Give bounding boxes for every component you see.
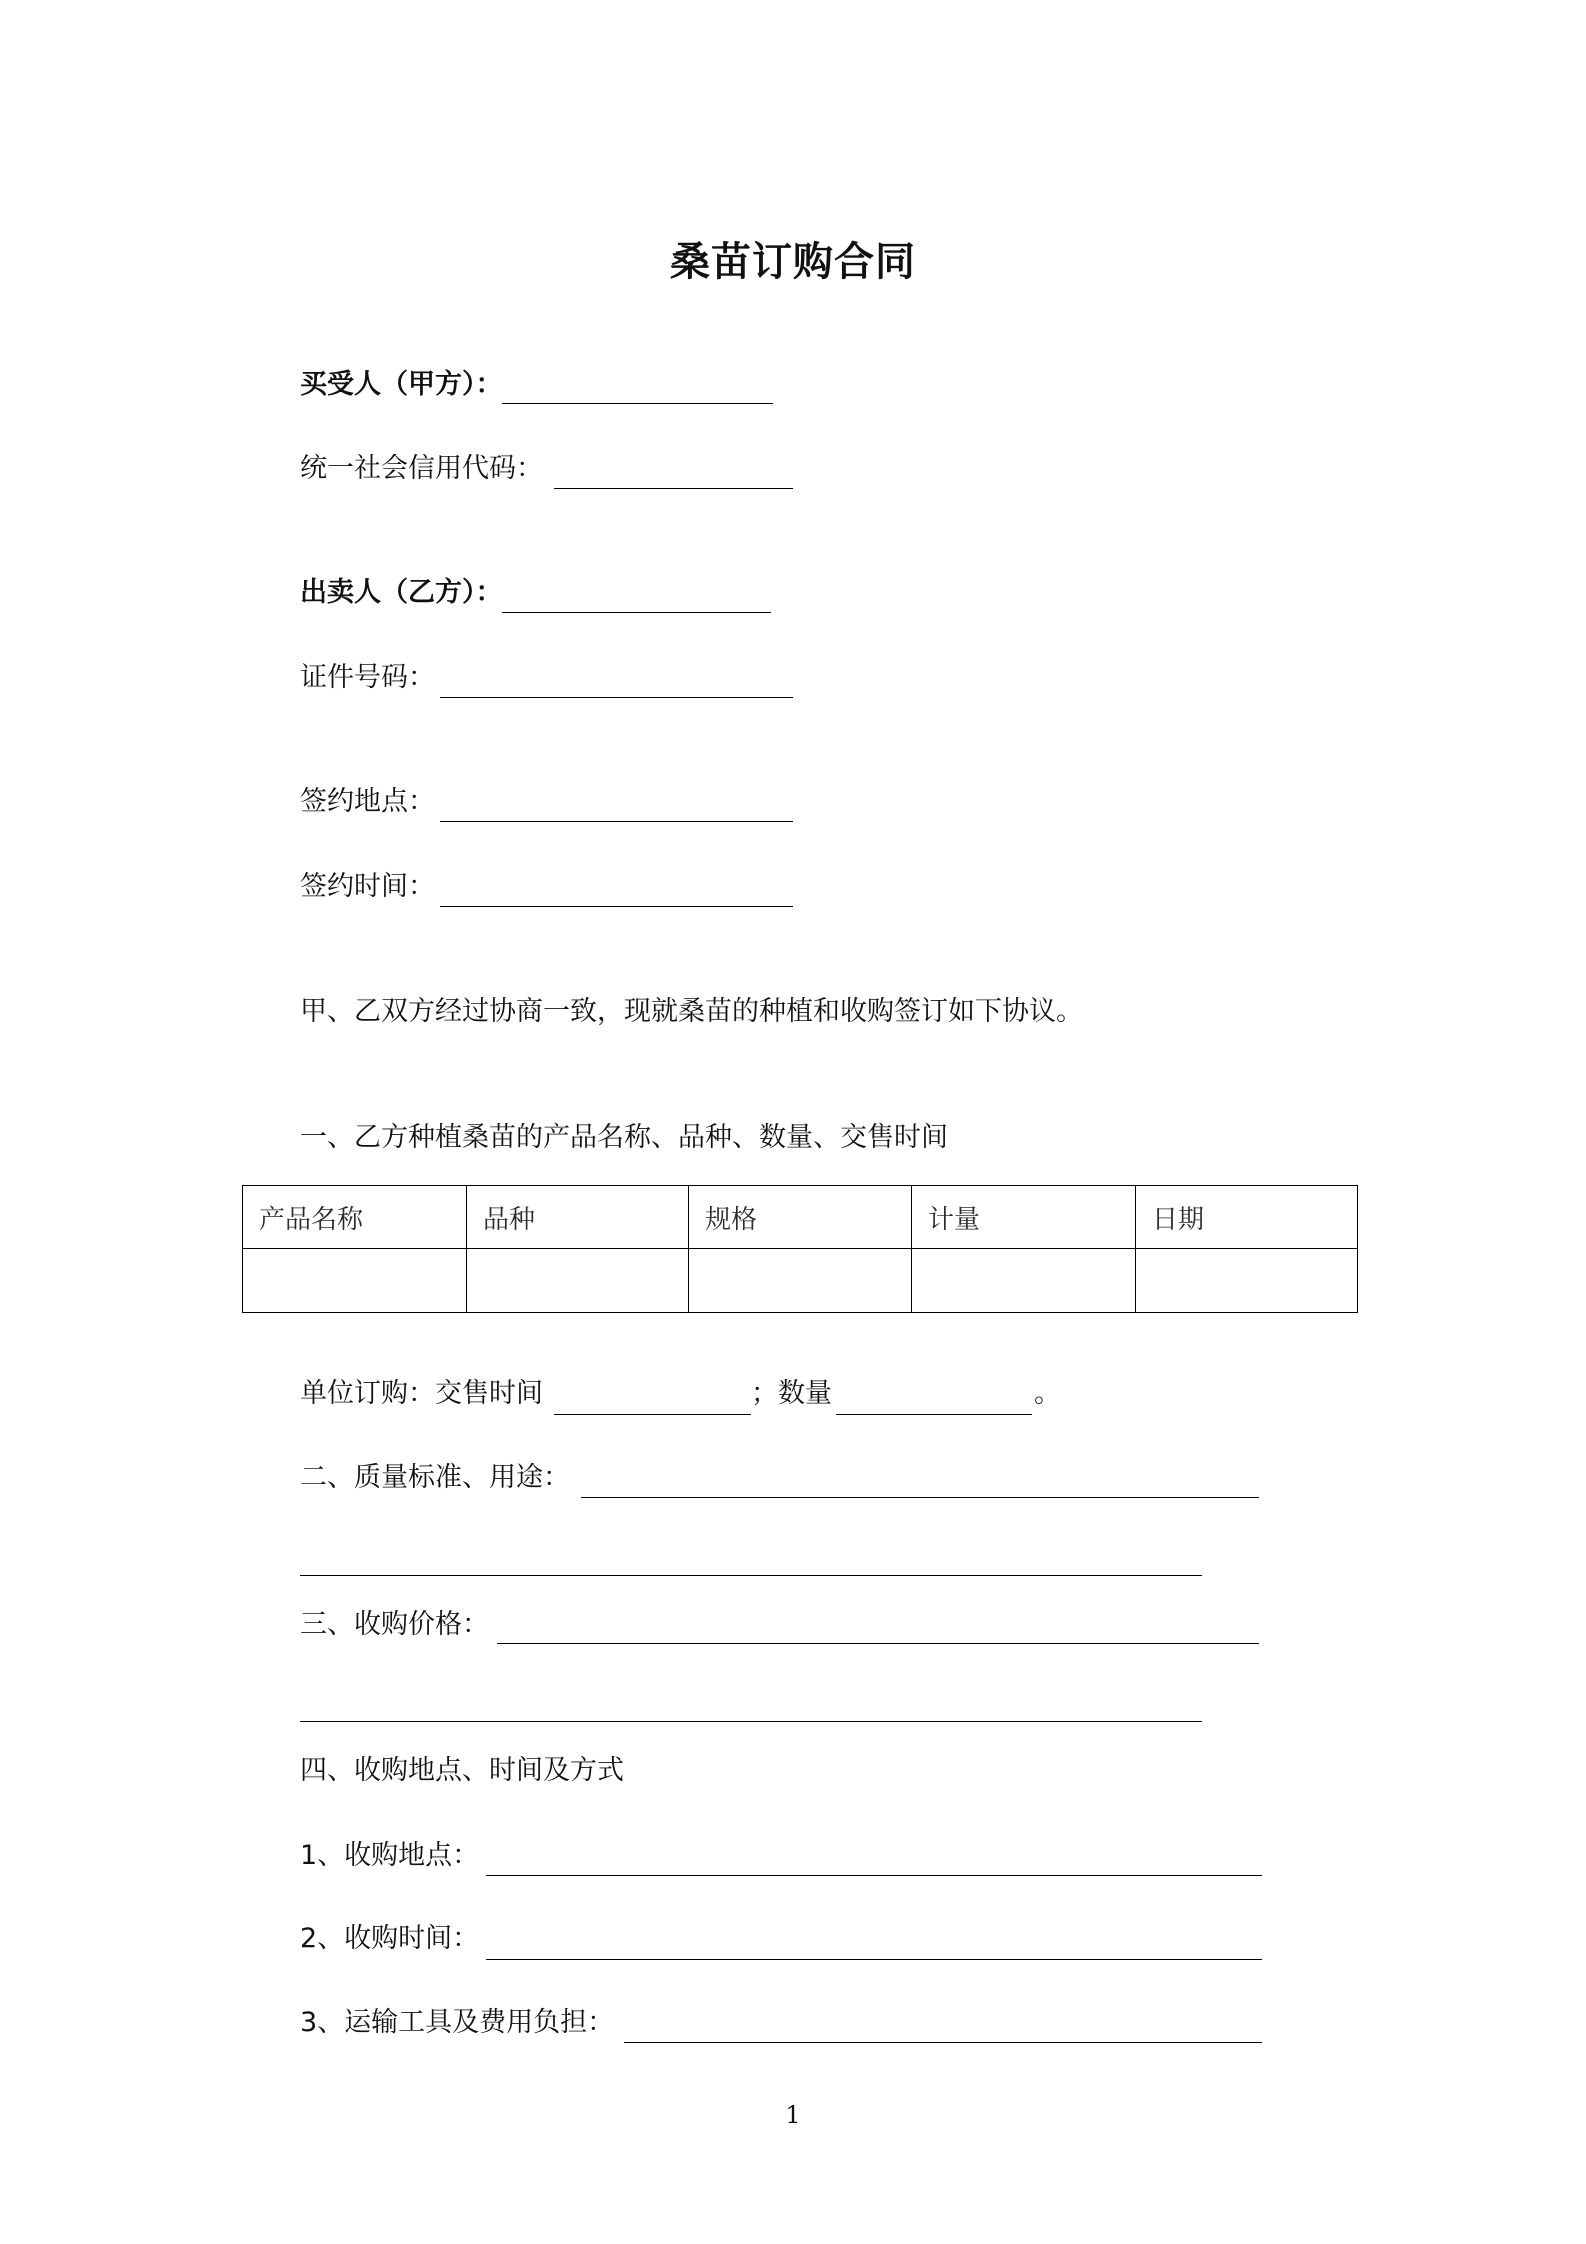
transport-cost-blank-line <box>624 2042 1262 2043</box>
id-number-blank-line <box>440 697 793 698</box>
quantity-label: ；数量 <box>751 1378 832 1409</box>
table-row <box>243 1249 1358 1313</box>
purchase-place-blank-line <box>486 1875 1262 1876</box>
table-cell <box>912 1249 1136 1313</box>
table-header-specification: 规格 <box>689 1186 912 1249</box>
section4-heading: 四、收购地点、时间及方式 <box>300 1755 624 1786</box>
table-header-variety: 品种 <box>467 1186 689 1249</box>
table-header-row <box>243 1186 1358 1249</box>
table-cell <box>689 1249 912 1313</box>
purchase-place-label: 1、收购地点： <box>300 1840 480 1871</box>
credit-code-label: 统一社会信用代码： <box>300 453 543 484</box>
signing-place-blank-line <box>440 821 793 822</box>
buyer-blank-line <box>502 403 773 404</box>
price-blank-line-2 <box>300 1721 1202 1722</box>
table-header-measure: 计量 <box>912 1186 1136 1249</box>
product-table <box>242 1185 1358 1313</box>
signing-time-blank-line <box>440 906 793 907</box>
table-header-date: 日期 <box>1136 1186 1358 1249</box>
table-cell <box>243 1249 467 1313</box>
section3-heading: 三、收购价格： <box>300 1609 489 1640</box>
quantity-blank-line <box>836 1414 1032 1415</box>
section2-heading: 二、质量标准、用途： <box>300 1462 570 1493</box>
document-title: 桑苗订购合同 <box>670 239 916 285</box>
table-cell <box>1136 1249 1358 1313</box>
section1-heading: 一、乙方种植桑苗的产品名称、品种、数量、交售时间 <box>300 1122 948 1153</box>
seller-label: 出卖人（乙方）： <box>300 577 503 608</box>
id-number-label: 证件号码： <box>300 662 435 693</box>
signing-place-label: 签约地点： <box>300 786 435 817</box>
quality-blank-line <box>581 1497 1259 1498</box>
transport-cost-label: 3、运输工具及费用负担： <box>300 2007 615 2038</box>
table-header-product-name: 产品名称 <box>243 1186 467 1249</box>
table-cell <box>467 1249 689 1313</box>
purchase-time-blank-line <box>486 1959 1262 1960</box>
price-blank-line <box>497 1643 1259 1644</box>
unit-order-end-mark: 。 <box>1034 1378 1061 1409</box>
intro-paragraph: 甲、乙双方经过协商一致，现就桑苗的种植和收购签订如下协议。 <box>300 996 1083 1027</box>
quality-blank-line-2 <box>300 1575 1202 1576</box>
unit-order-label: 单位订购：交售时间 <box>300 1378 543 1409</box>
seller-blank-line <box>502 612 771 613</box>
delivery-time-blank-line <box>554 1414 751 1415</box>
purchase-time-label: 2、收购时间： <box>300 1923 480 1954</box>
buyer-label: 买受人（甲方）： <box>300 369 503 400</box>
signing-time-label: 签约时间： <box>300 871 435 902</box>
credit-code-blank-line <box>554 488 793 489</box>
page-number: 1 <box>785 2101 801 2129</box>
